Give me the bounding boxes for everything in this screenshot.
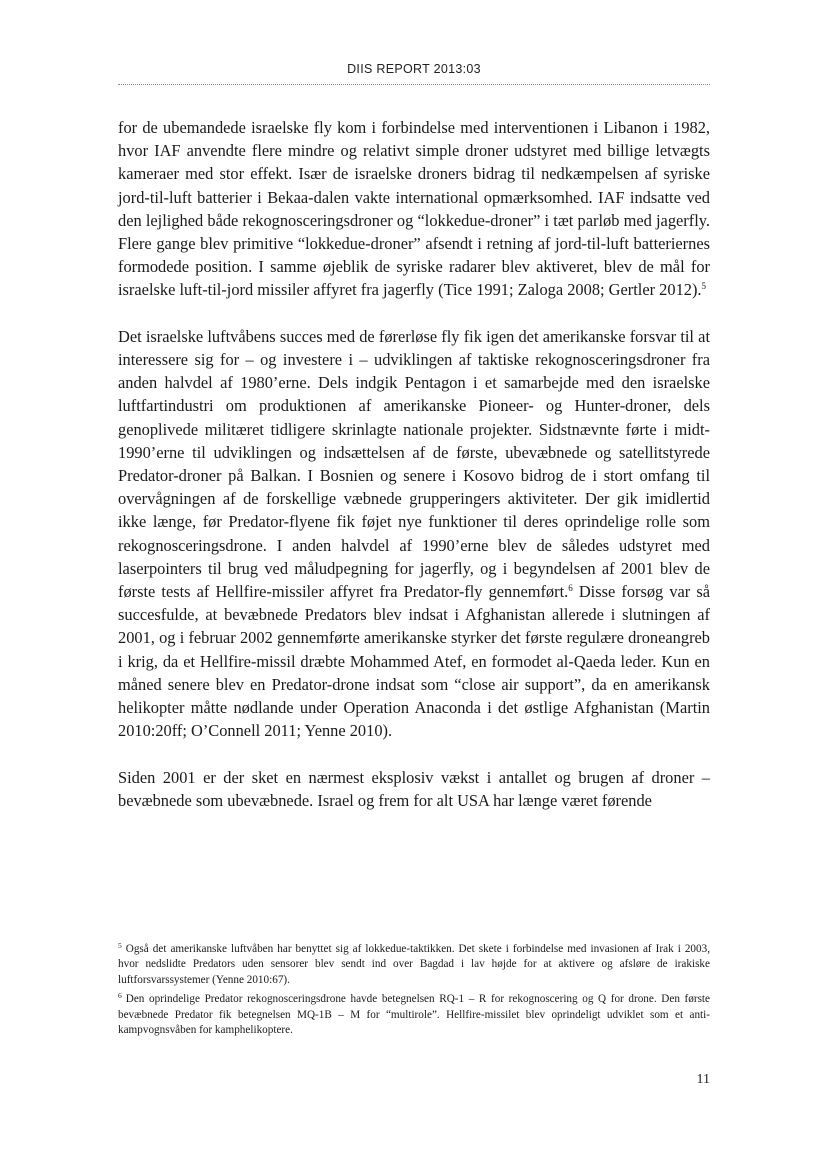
paragraph-2-text-a: Det israelske luftvåbens succes med de førerløse fly fik igen det amerikanske forsvar til at interessere sig for – og investere i – udviklingen af taktiske rekognosceringsdroner fra anden halvdel af 1980’erne. Dels indgik Pentagon i et samarbejde med den israelske luftfartindustri om produktionen af amerikanske Pioneer- og Hunter-droner, dels genoplivede militæret tidligere skrinlagte nationale projekter. Sidstnævnte førte i midt-1990’erne til udviklingen og indsættelsen af de første, ubevæbnede og satellitstyrede Predator-droner på Balkan. I Bosnien og senere i Kosovo bidrog de i stort omfang til overvågningen af de forskellige væbnede grupperingers aktiviteter. Der gik imidlertid ikke længe, før Predator-flyene fik føjet nye funktioner til deres oprindelige rolle som rekognosceringsdrone. I anden halvdel af 1990’erne blev de således udstyret med laserpointers til brug ved måludpegning for jagerfly, og i begyndelsen af 2001 blev de første tests af Hellfire-missiler affyret fra Predator-fly gennemført.	[118, 326, 710, 602]
footnote-5-number: 5	[118, 941, 122, 950]
footnote-5-text: Også det amerikanske luftvåben har benyttet sig af lokkedue-taktikken. Det skete i forbindelse med invasionen af Irak i 2003, hvor nedslidte Predators uden sensorer blev sendt ind over Bagdad i lav højde for at aktivere og afsløre de irakiske luftforsvarssystemer (Yenne 2010:67).	[118, 943, 710, 986]
footnote-6-number: 6	[118, 991, 122, 1001]
body-text	[118, 116, 710, 835]
page-number: 11	[696, 1072, 710, 1087]
paragraph-1-text: for de ubemandede israelske fly kom i forbindelse med interventionen i Libanon i 1982, hvor IAF anvendte flere mindre og relativt simple droner udstyret med billige letvægts kameraer med stor effekt. Især de israelske droners bidrag til nedkæmpelsen af syriske jord-til-luft batterier i Bekaa-dalen vakte international opmærksomhed. IAF indsatte ved den lejlighed både rekognosceringsdroner og “lokkedue-droner” i tæt parløb med jagerfly. Flere gange blev primitive “lokkedue-droner” afsendt i retning af jord-til-luft batteriernes formodede position. I samme øjeblik de syriske radarer blev aktiveret, blev de mål for israelske luft-til-jord missiler affyret fra jagerfly (Tice 1991; Zaloga 2008; Gertler 2012).	[118, 118, 710, 300]
footnote-6-text: Den oprindelige Predator rekognosceringsdrone havde betegnelsen RQ-1 – R for rekognoscering og Q for drone. Den første bevæbnede Predator fik betegnelsen MQ-1B – M for “multirole”. Hellfire-missilet blev oprindeligt udviklet som et anti-kampvognsvåben for kamphelikoptere.	[118, 993, 710, 1037]
running-header: DIIS REPORT 2013:03	[347, 62, 481, 76]
paragraph-2-text-b: Disse forsøg var så succesfulde, at bevæbnede Predators blev indsat i Afghanistan allerede i slutningen af 2001, og i februar 2002 gennemførte amerikanske styrker det første regulære droneangreb i krig, da et Hellfire-missil dræbte Mohammed Atef, en formodet al-Qaeda leder. Kun en måned senere blev en Predator-drone indsat som “close air support”, da en amerikansk helikopter måtte nødlande under Operation Anaconda i det østlige Afghanistan (Martin 2010:20ff; O’Connell 2011; Yenne 2010).	[118, 582, 711, 741]
footnote-ref-5[interactable]: 5	[701, 281, 707, 292]
paragraph-3-text: Siden 2001 er der sket en nærmest eksplosiv vækst i antallet og brugen af droner – bevæbnede som ubevæbnede. Israel og frem for alt USA har længe været førende	[118, 767, 710, 810]
paragraph-1	[118, 116, 710, 302]
footnotes	[118, 942, 710, 1042]
paragraph-2	[118, 325, 710, 743]
footnote-ref-6[interactable]: 6	[568, 583, 573, 594]
footnote-5	[118, 942, 710, 988]
footnote-6	[118, 992, 710, 1038]
header-rule	[118, 84, 710, 85]
paragraph-3	[118, 766, 710, 812]
